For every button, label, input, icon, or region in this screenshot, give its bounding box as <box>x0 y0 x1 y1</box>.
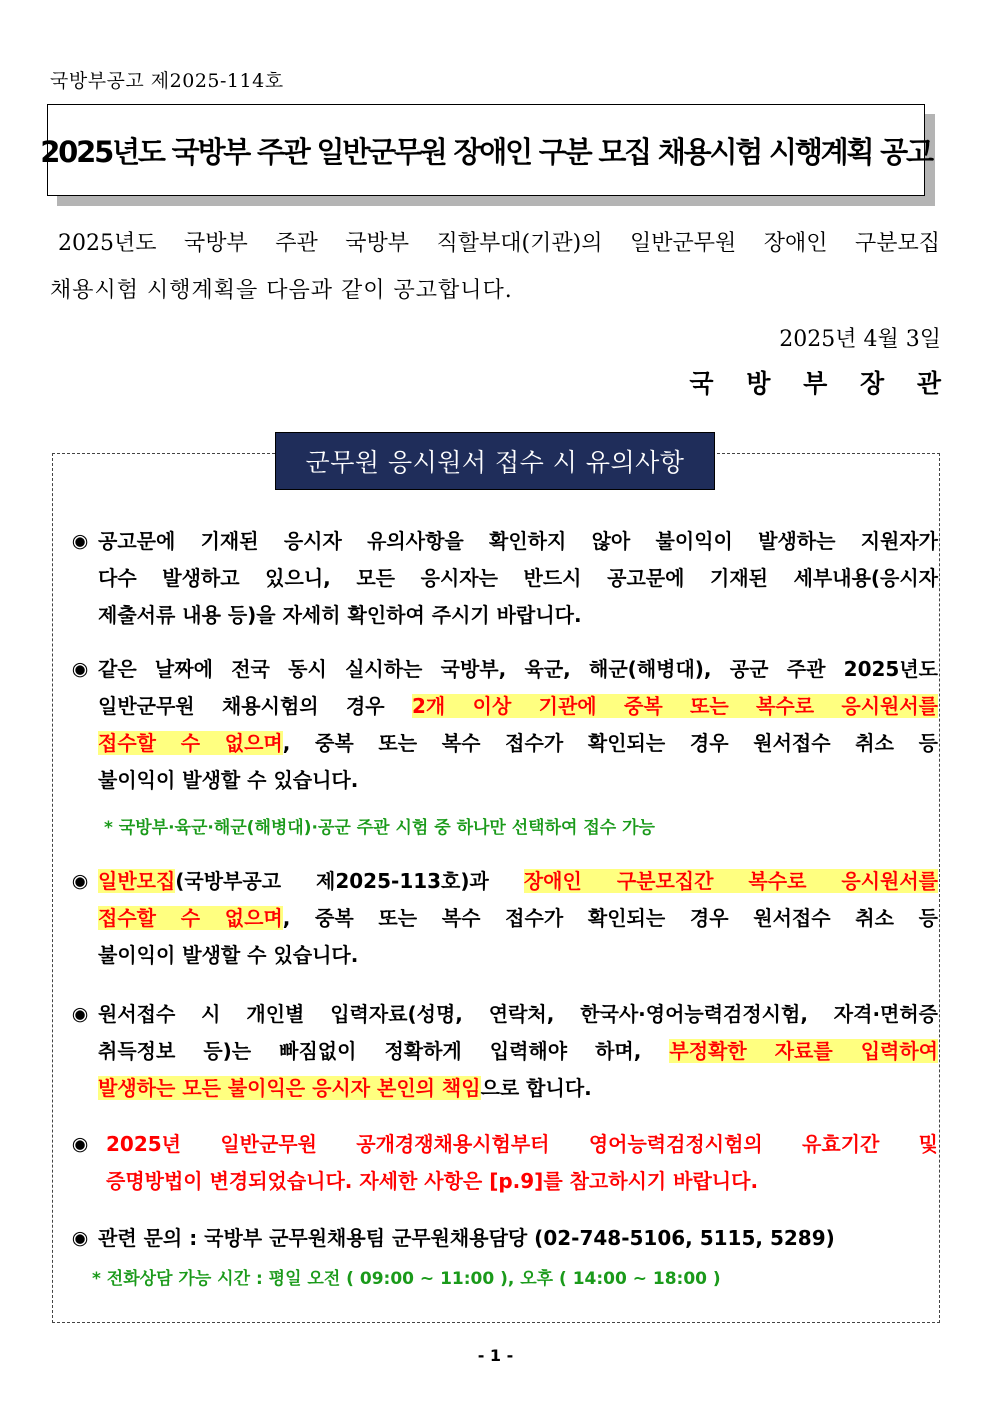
item-line <box>98 1033 938 1070</box>
announcement-date: 2025년 4월 3일 <box>779 327 941 352</box>
plain-text: , 중복 또는 복수 접수가 확인되는 경우 원서접수 취소 등 <box>282 731 938 755</box>
notice-item <box>66 996 938 1107</box>
contact-hours-note: * 전화상담 가능 시간 : 평일 오전 ( 09:00 ~ 11:00 ), 오후 ( 14:00 ~ 18:00 ) <box>92 1269 721 1289</box>
issuer-name: 국 방 부 장 관 <box>689 369 953 398</box>
bullet-icon: ◉ <box>71 1003 89 1025</box>
item-line: 증명방법이 변경되었습니다. 자세한 사항은 [p.9]를 참고하시기 바랍니다. <box>106 1169 759 1193</box>
bullet-icon: ◉ <box>71 530 89 552</box>
plain-text: 으로 합니다. <box>480 1076 592 1100</box>
intro-line: 채용시험 시행계획을 다음과 같이 공고합니다. <box>50 278 513 303</box>
notice-header: 군무원 응시원서 접수 시 유의사항 <box>275 432 715 490</box>
item-line: 같은 날짜에 전국 동시 실시하는 국방부, 육군, 해군(해병대), 공군 주관 2025년도 <box>98 657 938 681</box>
intro-paragraph <box>50 220 940 314</box>
title-box <box>40 104 932 196</box>
title-container <box>40 104 932 196</box>
bullet-icon: ◉ <box>71 1227 89 1249</box>
page-number: - 1 - <box>477 1346 514 1365</box>
highlighted-text: 장애인 구분모집간 복수로 응시원서를 <box>523 869 938 893</box>
highlighted-text: 접수할 수 없으며 <box>98 731 283 755</box>
item-line <box>98 688 938 725</box>
item-line: 관련 문의 : 국방부 군무원채용팀 군무원채용담당 (02-748-5106, 5115, 5289) <box>98 1226 835 1250</box>
bullet-icon: ◉ <box>71 1133 89 1155</box>
highlighted-text: 부정확한 자료를 입력하여 <box>669 1039 938 1063</box>
item-line <box>98 725 938 762</box>
item-line <box>98 863 938 900</box>
plain-text: , 중복 또는 복수 접수가 확인되는 경우 원서접수 취소 등 <box>282 906 938 930</box>
plain-text: (국방부공고 제2025-113호)과 <box>175 869 524 893</box>
highlighted-text: 발생하는 모든 불이익은 응시자 본인의 책임 <box>98 1076 481 1100</box>
notice-item <box>66 651 938 799</box>
item-line: 다수 발생하고 있으니, 모든 응시자는 반드시 공고문에 기재된 세부내용(응시자 <box>98 566 938 590</box>
notice-item <box>66 863 938 974</box>
issuer-signature <box>689 364 953 400</box>
item-note: * 국방부·육군·해군(해병대)·공군 주관 시험 중 하나만 선택하여 접수 가능 <box>104 818 655 838</box>
item-line: 불이익이 발생할 수 있습니다. <box>98 943 359 967</box>
notice-item <box>66 523 938 634</box>
item-line <box>98 1070 938 1107</box>
notice-item <box>66 1126 938 1200</box>
highlighted-text: 일반모집 <box>98 869 176 893</box>
intro-line: 2025년도 국방부 주관 국방부 직할부대(기관)의 일반군무원 장애인 구분모집 <box>58 231 940 256</box>
notice-number: 국방부공고 제2025-114호 <box>50 70 284 92</box>
item-line: 원서접수 시 개인별 입력자료(성명, 연락처, 한국사·영어능력검정시험, 자격·면허증 <box>98 1002 938 1026</box>
bullet-icon: ◉ <box>71 870 89 892</box>
item-line: 2025년 일반군무원 공개경쟁채용시험부터 영어능력검정시험의 유효기간 및 <box>106 1132 938 1156</box>
item-line <box>98 900 938 937</box>
highlighted-text: 접수할 수 없으며 <box>98 906 283 930</box>
bullet-icon: ◉ <box>71 658 89 680</box>
item-line: 불이익이 발생할 수 있습니다. <box>98 768 359 792</box>
document-title: 2025년도 국방부 주관 일반군무원 장애인 구분 모집 채용시험 시행계획 공고 <box>40 134 932 169</box>
plain-text: 일반군무원 채용시험의 경우 <box>98 694 412 718</box>
item-line: 제출서류 내용 등)을 자세히 확인하여 주시기 바랍니다. <box>98 603 582 627</box>
highlighted-text: 2개 이상 기관에 중복 또는 복수로 응시원서를 <box>412 694 938 718</box>
notice-item <box>66 1220 938 1257</box>
item-line: 공고문에 기재된 응시자 유의사항을 확인하지 않아 불이익이 발생하는 지원자가 <box>98 529 938 553</box>
plain-text: 취득정보 등)는 빠짐없이 정확하게 입력해야 하며, <box>98 1039 670 1063</box>
